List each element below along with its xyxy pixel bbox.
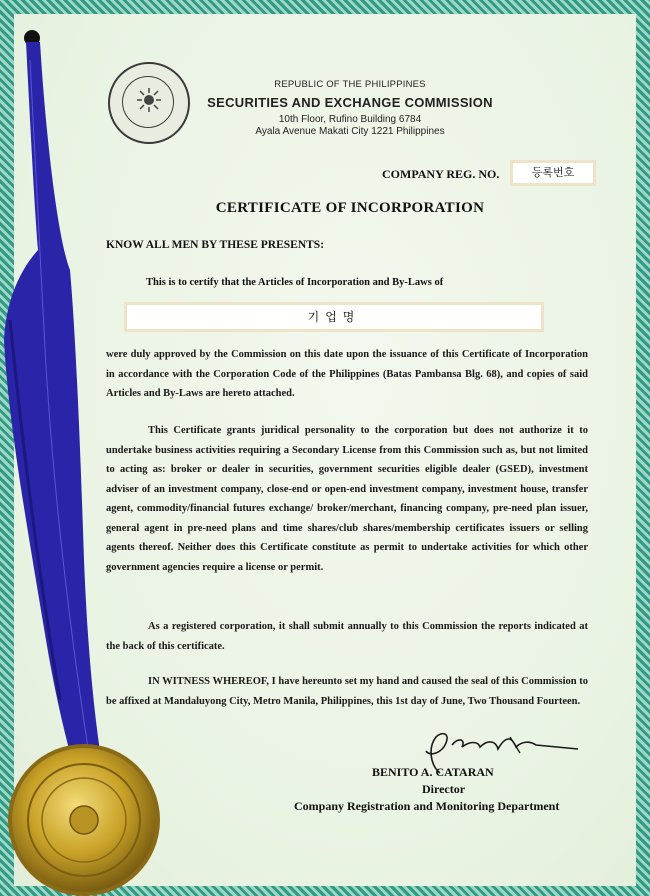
paragraph-reports: As a registered corporation, it shall submit annually to this Commission the reports indicated at the back of this certificate. xyxy=(106,621,588,652)
company-reg-no-label: COMPANY REG. NO. xyxy=(382,167,500,181)
header-address-line2: Ayala Avenue Makati City 1221 Philippines xyxy=(255,126,445,137)
company-name-field: 기업명 xyxy=(124,302,544,332)
paragraph-witness: IN WITNESS WHEREOF, I have hereunto set my hand and caused the seal of this Commission to be affixed at Mandaluyong City, Metro Manila, Philippines, this 1st day of June, Two Thousand Fourteen. xyxy=(106,676,588,707)
certificate-title: CERTIFICATE OF INCORPORATION xyxy=(215,200,485,216)
header-address-line1: 10th Floor, Rufino Building 6784 xyxy=(278,114,422,125)
signatory-name: BENITO A. CATARAN xyxy=(372,765,494,779)
paragraph-juridical: This Certificate grants juridical personality to the corporation but does not authorize it to undertake business activities requiring a Secondary License from this Commission such as, but not limited to acting as: broker or dealer in securities, government securities eligible dealer (GSED), investment adviser of an investment company, close-end or open-end investment company, investment house, transfer agent, commodity/financial futures exchange/ broker/merchant, financing company, pre-need plan issuer, general agent in pre-need plans and time shares/club shares/membership certificates issuers or selling agents thereof. Neither does this Certificate constitute as permit to undertake activities for which other government agencies require a license or permit. xyxy=(106,425,588,573)
header-commission: SECURITIES AND EXCHANGE COMMISSION xyxy=(207,95,493,110)
sec-seal-icon xyxy=(108,62,190,144)
salutation: KNOW ALL MEN BY THESE PRESENTS: xyxy=(106,239,325,251)
gold-seal-icon xyxy=(2,740,164,896)
paragraph-approval: were duly approved by the Commission on this date upon the issuance of this Certificate of Incorporation in accordance with the Corporation Code of the Philippines (Batas Pambansa Blg. 68), and copies of said Articles and By-Laws are hereto attached. xyxy=(106,349,588,399)
header-republic: REPUBLIC OF THE PHILIPPINES xyxy=(274,79,426,90)
certify-intro: This is to certify that the Articles of Incorporation and By-Laws of xyxy=(146,277,444,288)
company-reg-no-field: 등록번호 xyxy=(510,160,596,186)
signatory-department: Company Registration and Monitoring Department xyxy=(294,799,560,813)
signatory-title: Director xyxy=(422,782,466,796)
